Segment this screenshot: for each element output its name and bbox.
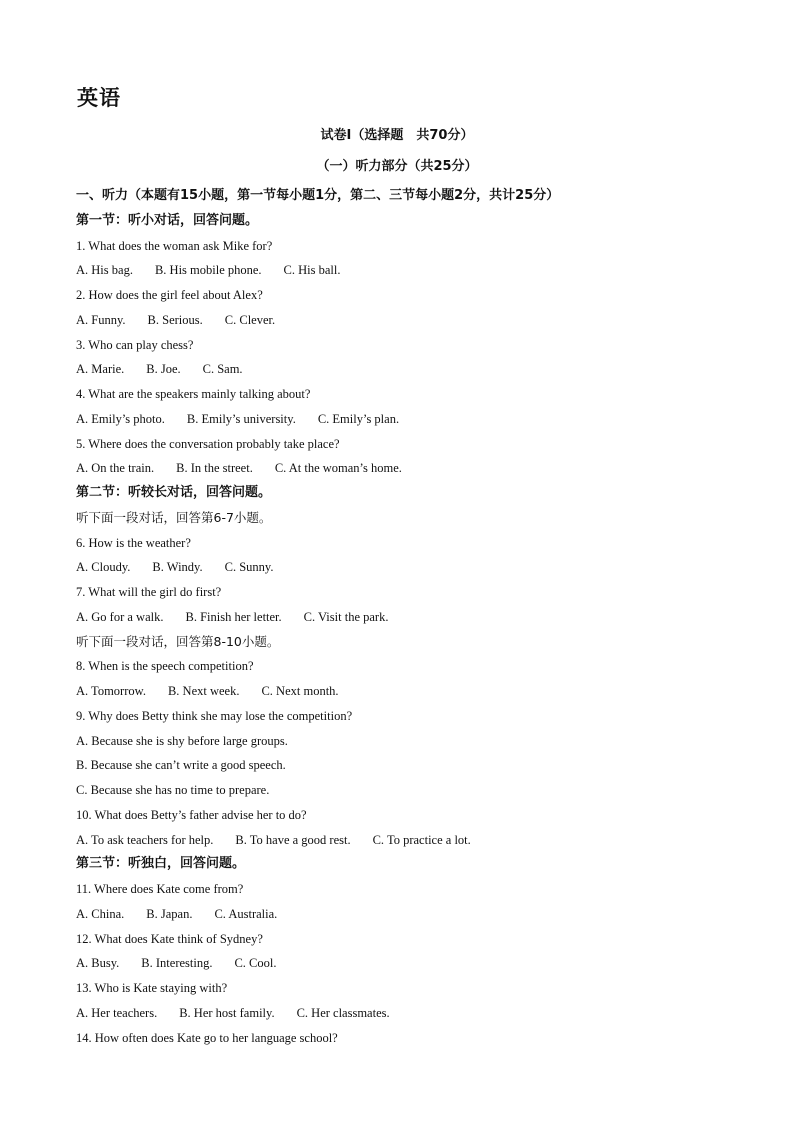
answer-option: C. Cool.	[234, 956, 277, 971]
subject-title: 英语	[77, 86, 121, 110]
answer-options-row	[76, 902, 736, 927]
answer-options-row	[76, 1001, 736, 1026]
answer-option: B. To have a good rest.	[235, 832, 351, 847]
answer-option: C. Visit the park.	[303, 609, 389, 624]
answer-option: C. At the woman’s home.	[274, 461, 402, 476]
answer-option: C. Sam.	[202, 362, 243, 377]
question-text: 10. What does Betty’s father advise her to do?	[76, 807, 307, 822]
answer-option: A. Funny.	[76, 312, 126, 327]
question-text: B. Because she can’t write a good speech.	[76, 758, 286, 773]
question-text: 4. What are the speakers mainly talking about?	[76, 387, 311, 401]
answer-option: B. Interesting.	[141, 956, 213, 971]
question-text: 9. Why does Betty think she may lose the competition?	[76, 708, 353, 723]
answer-options-row	[76, 258, 736, 283]
answer-option: A. China.	[76, 906, 125, 921]
answer-options-row	[76, 828, 736, 853]
answer-options-row	[76, 555, 736, 580]
answer-option: C. His ball.	[283, 263, 341, 278]
answer-option: C. Sunny.	[224, 560, 274, 575]
answer-option: A. Go for a walk.	[76, 609, 164, 624]
answer-options-row	[76, 308, 736, 333]
section-instruction: 听下面一段对话，回答第8-10小题。	[76, 633, 280, 649]
answer-option: A. On the train.	[76, 461, 155, 476]
question-text: A. Because she is shy before large groups.	[76, 733, 288, 748]
paper-title: 试卷Ⅰ（选择题 共70分）	[320, 128, 474, 143]
question-text: 7. What will the girl do first?	[76, 585, 222, 599]
exam-content	[76, 184, 736, 1050]
answer-options-row	[76, 605, 736, 630]
answer-option: A. Her teachers.	[76, 1005, 158, 1020]
question-text: 1. What does the woman ask Mike for?	[76, 238, 273, 253]
question-text: 6. How is the weather?	[76, 535, 191, 550]
answer-options-row	[76, 951, 736, 976]
answer-options-row	[76, 456, 736, 481]
part-title: （一）听力部分（共25分）	[316, 159, 478, 174]
question-text: 11. Where does Kate come from?	[76, 882, 244, 896]
answer-options-row	[76, 357, 736, 382]
answer-option: A. Tomorrow.	[76, 684, 146, 698]
answer-option: C. Emily’s plan.	[317, 411, 400, 426]
answer-option: A. Cloudy.	[76, 560, 131, 575]
answer-option: B. Joe.	[146, 362, 181, 377]
answer-option: C. Next month.	[261, 684, 339, 698]
answer-option: B. Emily’s university.	[186, 411, 296, 426]
answer-option: A. Marie.	[76, 362, 125, 377]
answer-option: B. Windy.	[152, 560, 203, 575]
answer-option: C. Australia.	[214, 906, 278, 921]
answer-option: A. His bag.	[76, 263, 133, 278]
answer-option: B. Finish her letter.	[185, 609, 282, 624]
section-heading: 第二节：听较长对话，回答问题。	[76, 485, 272, 500]
answer-options-row	[76, 679, 736, 704]
question-text: 14. How often does Kate go to her language school?	[76, 1030, 338, 1045]
answer-option: B. In the street.	[176, 461, 253, 476]
answer-option: A. Busy.	[76, 956, 120, 971]
question-text: 12. What does Kate think of Sydney?	[76, 931, 263, 946]
answer-option: B. Serious.	[147, 312, 203, 327]
answer-option: B. Her host family.	[179, 1005, 275, 1020]
question-text: 2. How does the girl feel about Alex?	[76, 288, 263, 302]
question-text: 3. Who can play chess?	[76, 337, 194, 352]
answer-option: C. Clever.	[224, 312, 276, 327]
question-text: C. Because she has no time to prepare.	[76, 783, 270, 797]
answer-option: A. To ask teachers for help.	[76, 832, 214, 847]
question-text: 5. Where does the conversation probably take place?	[76, 436, 340, 451]
answer-option: B. Next week.	[167, 684, 240, 698]
answer-option: B. His mobile phone.	[154, 263, 262, 278]
question-text: 8. When is the speech competition?	[76, 659, 254, 674]
question-text: 13. Who is Kate staying with?	[76, 981, 228, 995]
answer-option: B. Japan.	[146, 906, 193, 921]
section-instruction: 听下面一段对话，回答第6-7小题。	[76, 509, 272, 525]
answer-option: A. Emily’s photo.	[76, 411, 165, 426]
section-heading: 一、听力（本题有15小题，第一节每小题1分，第二、三节每小题2分，共计25分）	[76, 188, 560, 203]
answer-options-row	[76, 407, 736, 432]
answer-option: C. Her classmates.	[296, 1005, 390, 1020]
answer-option: C. To practice a lot.	[372, 832, 471, 847]
section-heading: 第三节：听独白，回答问题。	[76, 856, 246, 872]
section-heading: 第一节：听小对话，回答问题。	[76, 212, 259, 228]
